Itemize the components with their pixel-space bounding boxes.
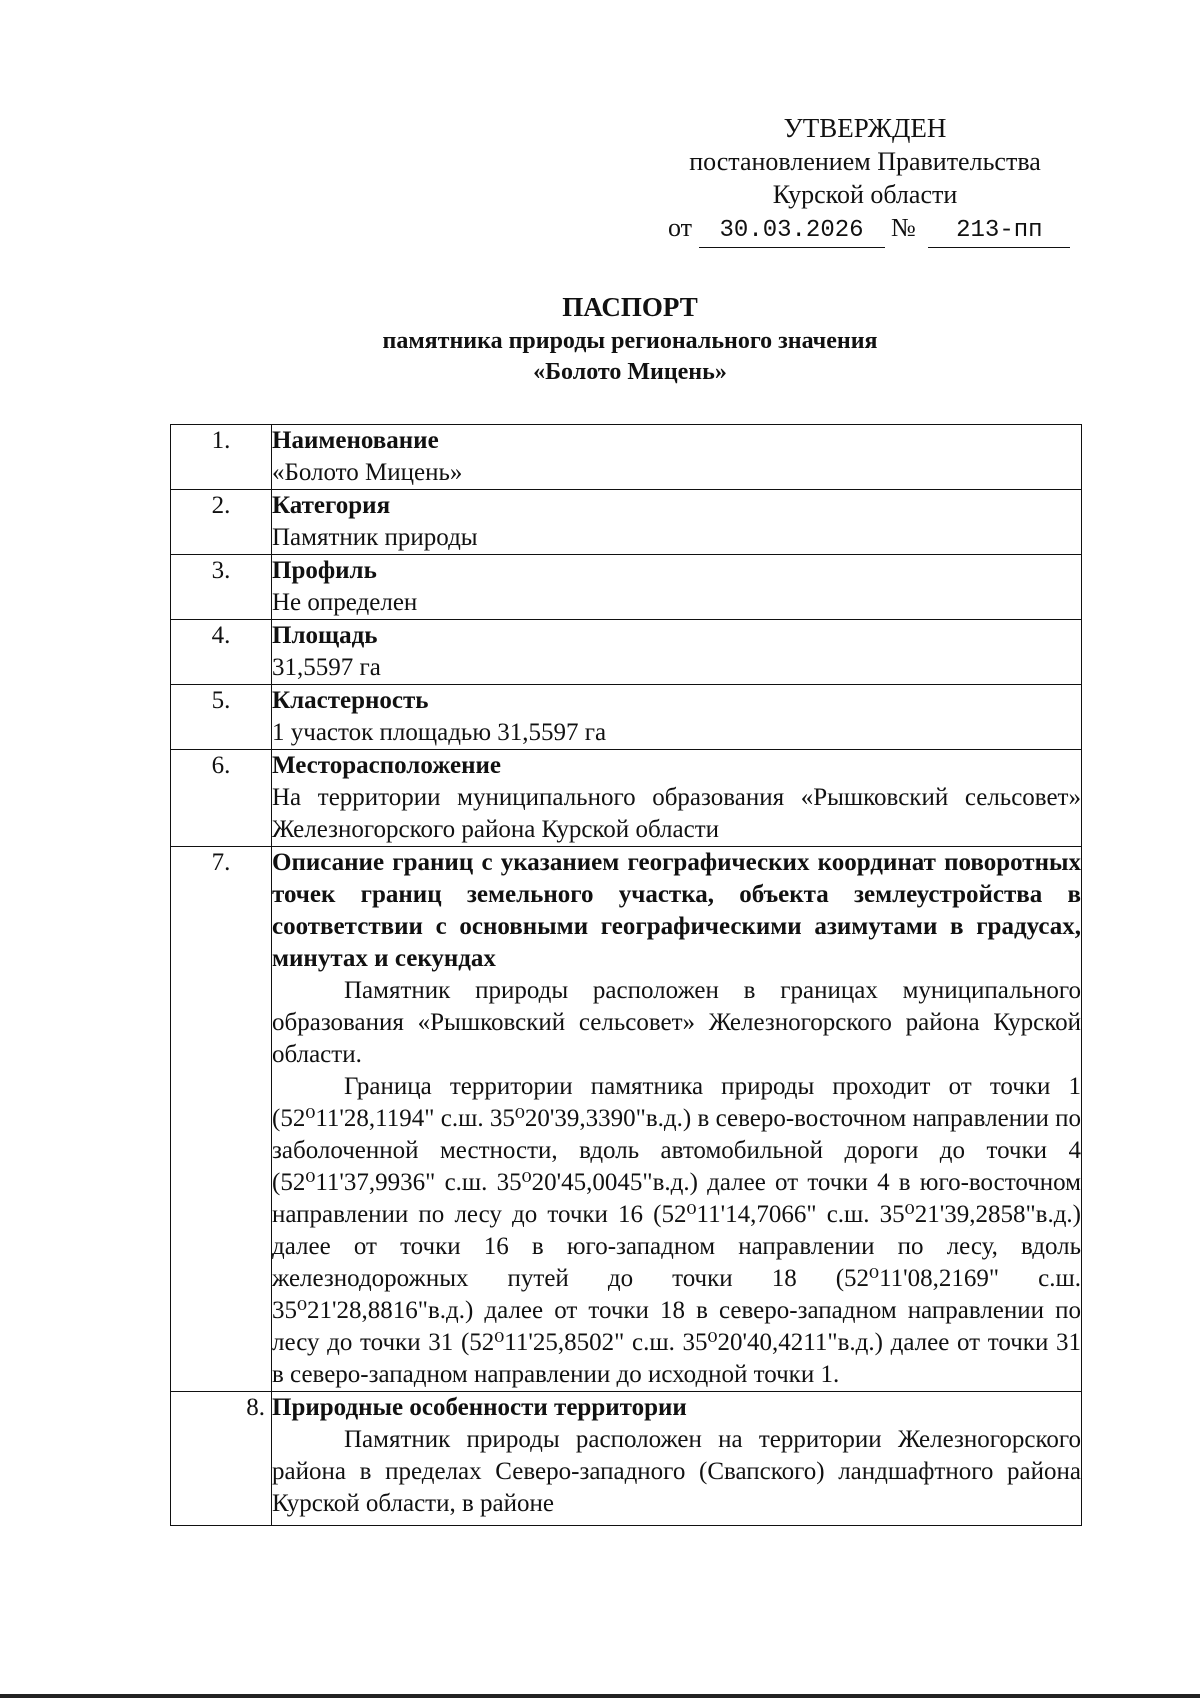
document-heading [170,292,1090,388]
date-prefix: от [668,213,693,242]
row-label: Площадь [272,622,378,649]
row-label: Категория [272,492,391,519]
row-content [272,555,1082,620]
approval-number: 213-пп [928,214,1070,248]
approval-line-1: постановлением Правительства [689,147,1041,176]
document-subtitle-2: «Болото Мицень» [533,359,727,385]
row-number: 4. [171,620,272,685]
row-value: Не определен [272,589,418,616]
row-paragraph: Памятник природы расположен в границах муниципального образования «Рышковский сельсовет» Железногорского района Курской области. [272,977,1081,1068]
approval-date: 30.03.2026 [699,214,885,248]
approval-line-2: Курской области [772,180,958,209]
row-number: 6. [171,750,272,847]
row-content [272,685,1082,750]
approval-stamp [650,112,1080,248]
approval-title: УТВЕРЖДЕН [783,113,947,143]
row-content [272,490,1082,555]
table-row [171,847,1082,1392]
row-number: 2. [171,490,272,555]
row-paragraph: Памятник природы расположен на территории Железногорского района в пределах Северо-западного (Свапского) ландшафтного района Курской области, в районе [272,1426,1081,1517]
row-label: Описание границ с указанием географических координат поворотных точек границ земельного участка, объекта землеустройства в соответствии с основными географическими азимутами в градусах, минутах и секундах [272,849,1081,972]
row-number: 8. [171,1392,272,1526]
row-label: Месторасположение [272,752,501,779]
table-row [171,620,1082,685]
approval-date-row [650,211,1080,248]
table-row [171,425,1082,490]
row-content [272,847,1082,1392]
row-content [272,620,1082,685]
row-value: На территории муниципального образования «Рышковский сельсовет» Железногорского района Курской области [272,784,1081,843]
table-row [171,490,1082,555]
row-number: 3. [171,555,272,620]
row-label: Профиль [272,557,377,584]
row-label: Кластерность [272,687,429,714]
document-subtitle-1: памятника природы регионального значения [382,328,878,354]
row-content [272,1392,1082,1526]
row-value: «Болото Мицень» [272,459,463,486]
number-prefix: № [891,213,916,242]
row-value: Памятник природы [272,524,478,551]
document-title: ПАСПОРТ [562,292,698,322]
table-row [171,1392,1082,1526]
row-paragraph: Граница территории памятника природы проходит от точки 1 (52⁰11'28,1194" с.ш. 35⁰20'39,3390"в.д.) в северо-восточном направлении по заболоченной местности, вдоль автомобильной дороги до точки 4 (52⁰11'37,9936" с.ш. 35⁰20'45,0045"в.д.) далее от точки 4 в юго-восточном направлении по лесу до точки 16 (52⁰11'14,7066" с.ш. 35⁰21'39,2858"в.д.) далее от точки 16 в юго-западном направлении по лесу, вдоль железнодорожных путей до точки 18 (52⁰11'08,2169" с.ш. 35⁰21'28,8816"в.д.) далее от точки 18 в северо-западном направлении по лесу до точки 31 (52⁰11'25,8502" с.ш. 35⁰20'40,4211"в.д.) далее от точки 31 в северо-западном направлении до исходной точки 1. [272,1073,1081,1388]
row-value: 1 участок площадью 31,5597 га [272,719,607,746]
row-number: 7. [171,847,272,1392]
row-label: Природные особенности территории [272,1394,687,1421]
row-number: 5. [171,685,272,750]
row-content [272,750,1082,847]
row-label: Наименование [272,427,439,454]
row-number: 1. [171,425,272,490]
passport-table [170,424,1082,1526]
row-value: 31,5597 га [272,654,381,681]
table-row [171,555,1082,620]
row-content [272,425,1082,490]
page-bottom-edge [0,1694,1200,1698]
table-row [171,685,1082,750]
table-row [171,750,1082,847]
